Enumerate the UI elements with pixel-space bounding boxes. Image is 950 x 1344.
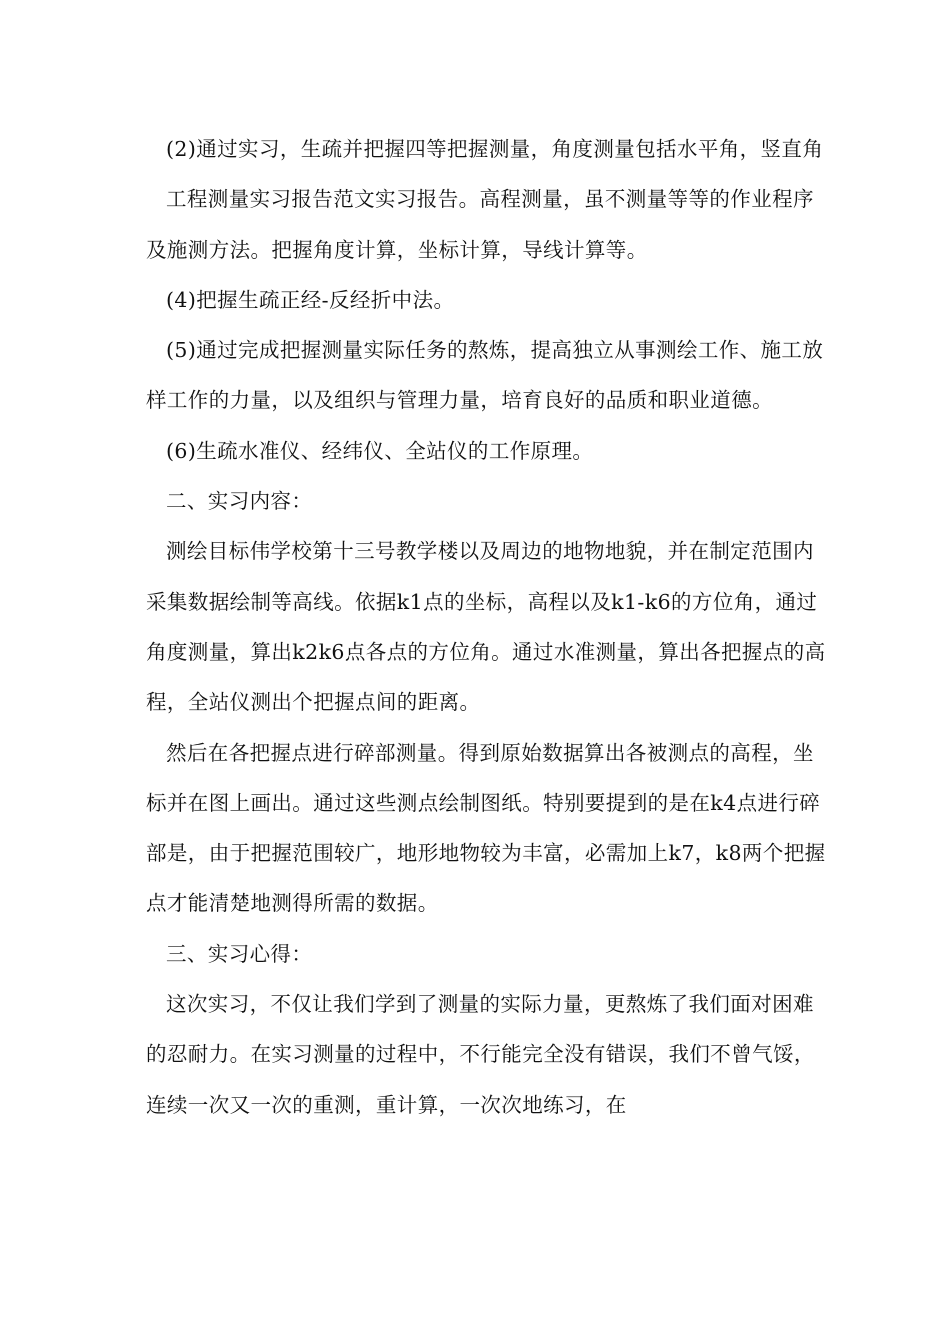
paragraph-content-1: 测绘目标伟学校第十三号教学楼以及周边的地物地貌，并在制定范围内采集数据绘制等高线。依据k1点的坐标，高程以及k1-k6的方位角，通过角度测量，算出k2k6点各点的方位角。通过水准测量，算出各把握点的高程，全站仪测出个把握点间的距离。 <box>146 539 826 715</box>
paragraph-reflection-1: 这次实习，不仅让我们学到了测量的实际力量，更熬炼了我们面对困难的忍耐力。在实习测量的过程中，不行能完全没有错误，我们不曾气馁，连续一次又一次的重测，重计算，一次次地练习，在 <box>146 992 815 1117</box>
paragraph-objective-3: 工程测量实习报告范文实习报告。高程测量，虽不测量等等的作业程序及施测方法。把握角度计算，坐标计算，导线计算等。 <box>146 187 814 262</box>
paragraph-objective-6: (6)生疏水准仪、经纬仪、全站仪的工作原理。 <box>166 438 594 463</box>
paragraph-objective-5: (5)通过完成把握测量实际任务的熬炼，提高独立从事测绘工作、施工放样工作的力量，以及组织与管理力量，培育良好的品质和职业道德。 <box>146 338 824 413</box>
paragraph-objective-4: (4)把握生疏正经-反经折中法。 <box>166 287 455 312</box>
document-body <box>146 124 826 1130</box>
paragraph-content-2: 然后在各把握点进行碎部测量。得到原始数据算出各被测点的高程，坐标并在图上画出。通过这些测点绘制图纸。特别要提到的是在k4点进行碎部是，由于把握范围较广，地形地物较为丰富，必需加上k7，k8两个把握点才能清楚地测得所需的数据。 <box>146 740 826 916</box>
section-heading-reflection: 三、实习心得： <box>166 941 313 966</box>
paragraph-objective-2: (2)通过实习，生疏并把握四等把握测量，角度测量包括水平角，竖直角 <box>166 137 824 161</box>
section-heading-content: 二、实习内容： <box>166 489 313 514</box>
